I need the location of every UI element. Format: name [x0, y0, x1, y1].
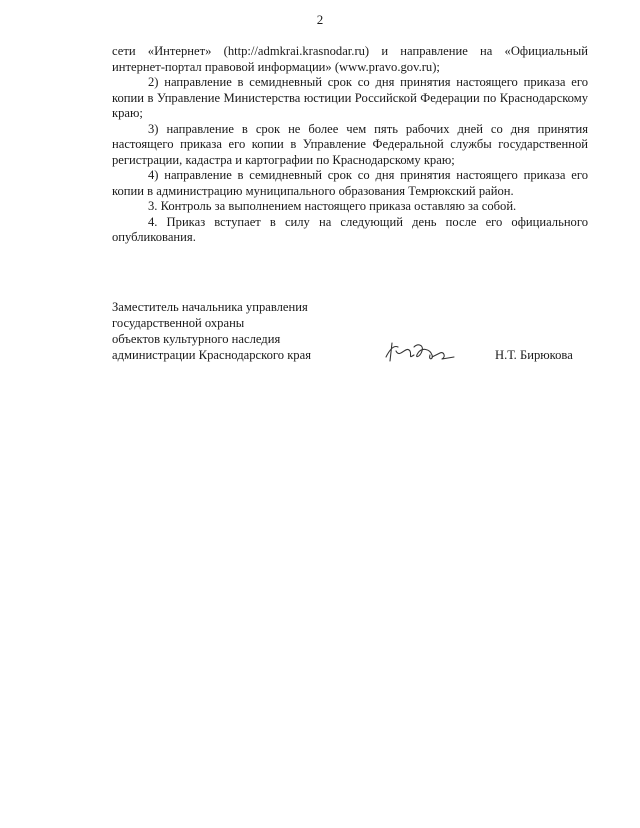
signer-title-line-3: объектов культурного наследия — [112, 332, 281, 346]
document-body — [112, 44, 588, 246]
handwritten-signature-icon — [380, 337, 460, 367]
signer-title-line-2: государственной охраны — [112, 316, 245, 330]
paragraph-5: 3. Контроль за выполнением настоящего приказа оставляю за собой. — [148, 199, 517, 213]
paragraph-1: сети «Интернет» (http://admkrai.krasnodar.ru) и направление на «Официальный интернет-портал правовой информации» (www.pravo.gov.ru); — [112, 44, 588, 74]
paragraph-4: 4) направление в семидневный срок со дня принятия настоящего приказа его копии в администрацию муниципального образования Темрюкский район. — [112, 168, 588, 198]
paragraph-2: 2) направление в семидневный срок со дня принятия настоящего приказа его копии в Управление Министерства юстиции Российской Федерации по Краснодарскому краю; — [112, 75, 588, 120]
paragraph-6: 4. Приказ вступает в силу на следующий день после его официального опубликования. — [112, 214, 588, 244]
signer-title-line-4: администрации Краснодарского края — [112, 348, 311, 362]
page-number: 2 — [316, 12, 324, 27]
signer-title-line-1: Заместитель начальника управления — [112, 300, 308, 314]
paragraph-3: 3) направление в срок не более чем пять рабочих дней со дня принятия настоящего приказа его копии в Управление Федеральной службы государственной регистрации, кадастра и картографии по Краснодарскому краю; — [112, 121, 588, 167]
signature-block — [112, 299, 592, 363]
signer-name: Н.Т. Бирюкова — [495, 348, 573, 362]
